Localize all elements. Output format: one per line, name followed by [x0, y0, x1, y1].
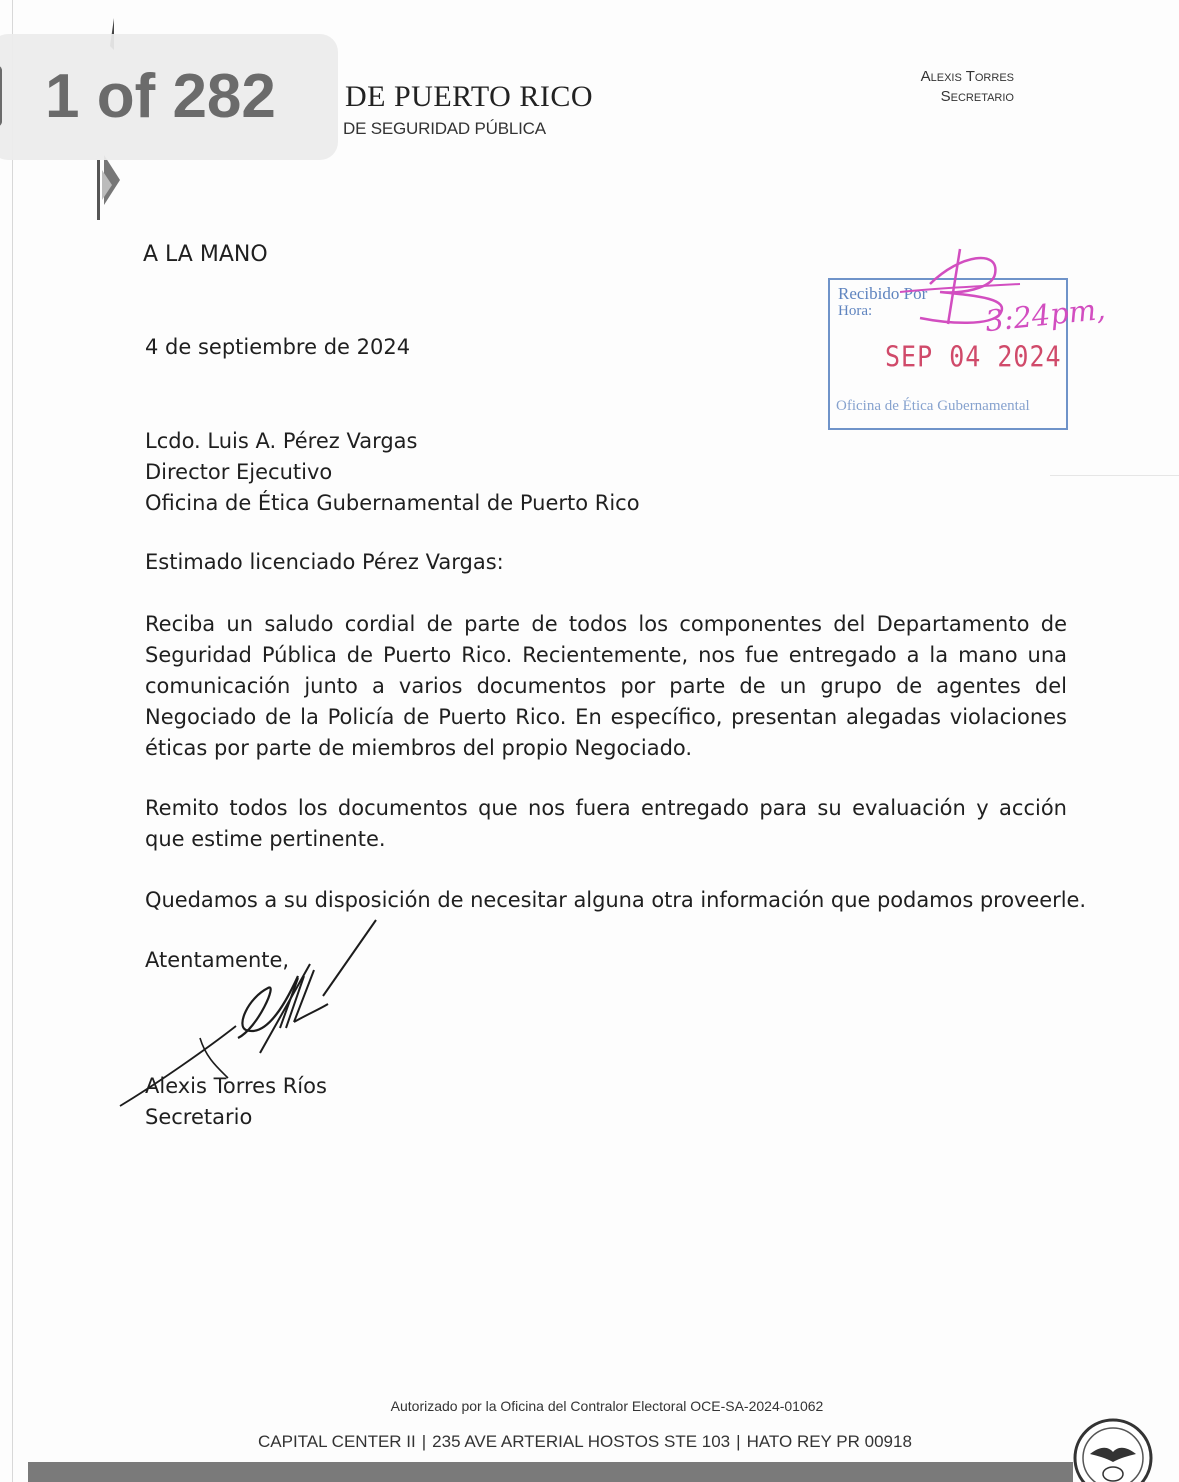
- gallery-bracket-icon: [0, 65, 2, 127]
- stamp-date: SEP 04 2024: [885, 339, 1062, 374]
- executive-title: Secretario: [940, 88, 1014, 105]
- footer-address: [258, 1432, 912, 1452]
- authorization-notice: Autorizado por la Oficina del Contralor Electoral OCE-SA-2024-01062: [390, 1398, 824, 1414]
- address-building: CAPITAL CENTER II: [258, 1432, 416, 1451]
- recipient-name: Lcdo. Luis A. Pérez Vargas: [145, 429, 418, 453]
- executive-name: Alexis Torres: [920, 68, 1014, 85]
- department-name: DE PUERTO RICO: [345, 80, 593, 113]
- paper-fold: [1050, 475, 1179, 476]
- recipient-office: Oficina de Ética Gubernamental de Puerto Rico: [145, 491, 640, 515]
- signer-name: Alexis Torres Ríos: [145, 1074, 327, 1098]
- letter-date: 4 de septiembre de 2024: [145, 335, 411, 359]
- body-paragraph: Remito todos los documentos que nos fuera entregado para su evaluación y acción que estime pertinente.: [145, 796, 1067, 851]
- salutation: Estimado licenciado Pérez Vargas:: [145, 550, 504, 574]
- body-paragraph: Reciba un saludo cordial de parte de todos los componentes del Departamento de Seguridad Pública de Puerto Rico. Recientemente, nos fue entregado a la mano una comunicación junto a varios documentos por parte de un grupo de agentes del Negociado de la Policía de Puerto Rico. En específico, presentan alegadas violaciones éticas por parte de miembros del propio Negociado.: [145, 612, 1067, 760]
- dsp-seal-icon: [1070, 1416, 1156, 1482]
- footer-bar: [28, 1462, 1073, 1482]
- department-subtitle: DE SEGURIDAD PÚBLICA: [343, 119, 546, 138]
- page-edge: [12, 0, 13, 1482]
- address-city: HATO REY PR 00918: [746, 1432, 912, 1451]
- stamp-handwritten-time: 3:24pm,: [983, 291, 1107, 339]
- recipient-block: [145, 426, 640, 519]
- body-paragraph: Quedamos a su disposición de necesitar alguna otra información que podamos proveerle.: [145, 888, 1087, 912]
- stamp-office: Oficina de Ética Gubernamental: [836, 398, 1030, 414]
- signer-title: Secretario: [145, 1105, 253, 1129]
- closing: Atentamente,: [145, 948, 290, 972]
- address-separator: |: [421, 1432, 427, 1451]
- stamp-time-label: Hora:: [838, 303, 873, 319]
- address-street: 235 AVE ARTERIAL HOSTOS STE 103: [432, 1432, 731, 1451]
- signer-block: [145, 1071, 327, 1133]
- delivery-method: A LA MANO: [143, 242, 268, 267]
- stamp-received-label: Recibido Por: [838, 284, 928, 303]
- recipient-title: Director Ejecutivo: [145, 460, 333, 484]
- address-separator: |: [736, 1432, 741, 1451]
- page-counter: 1 of 282: [45, 62, 276, 131]
- page-counter-overlay[interactable]: [0, 34, 338, 160]
